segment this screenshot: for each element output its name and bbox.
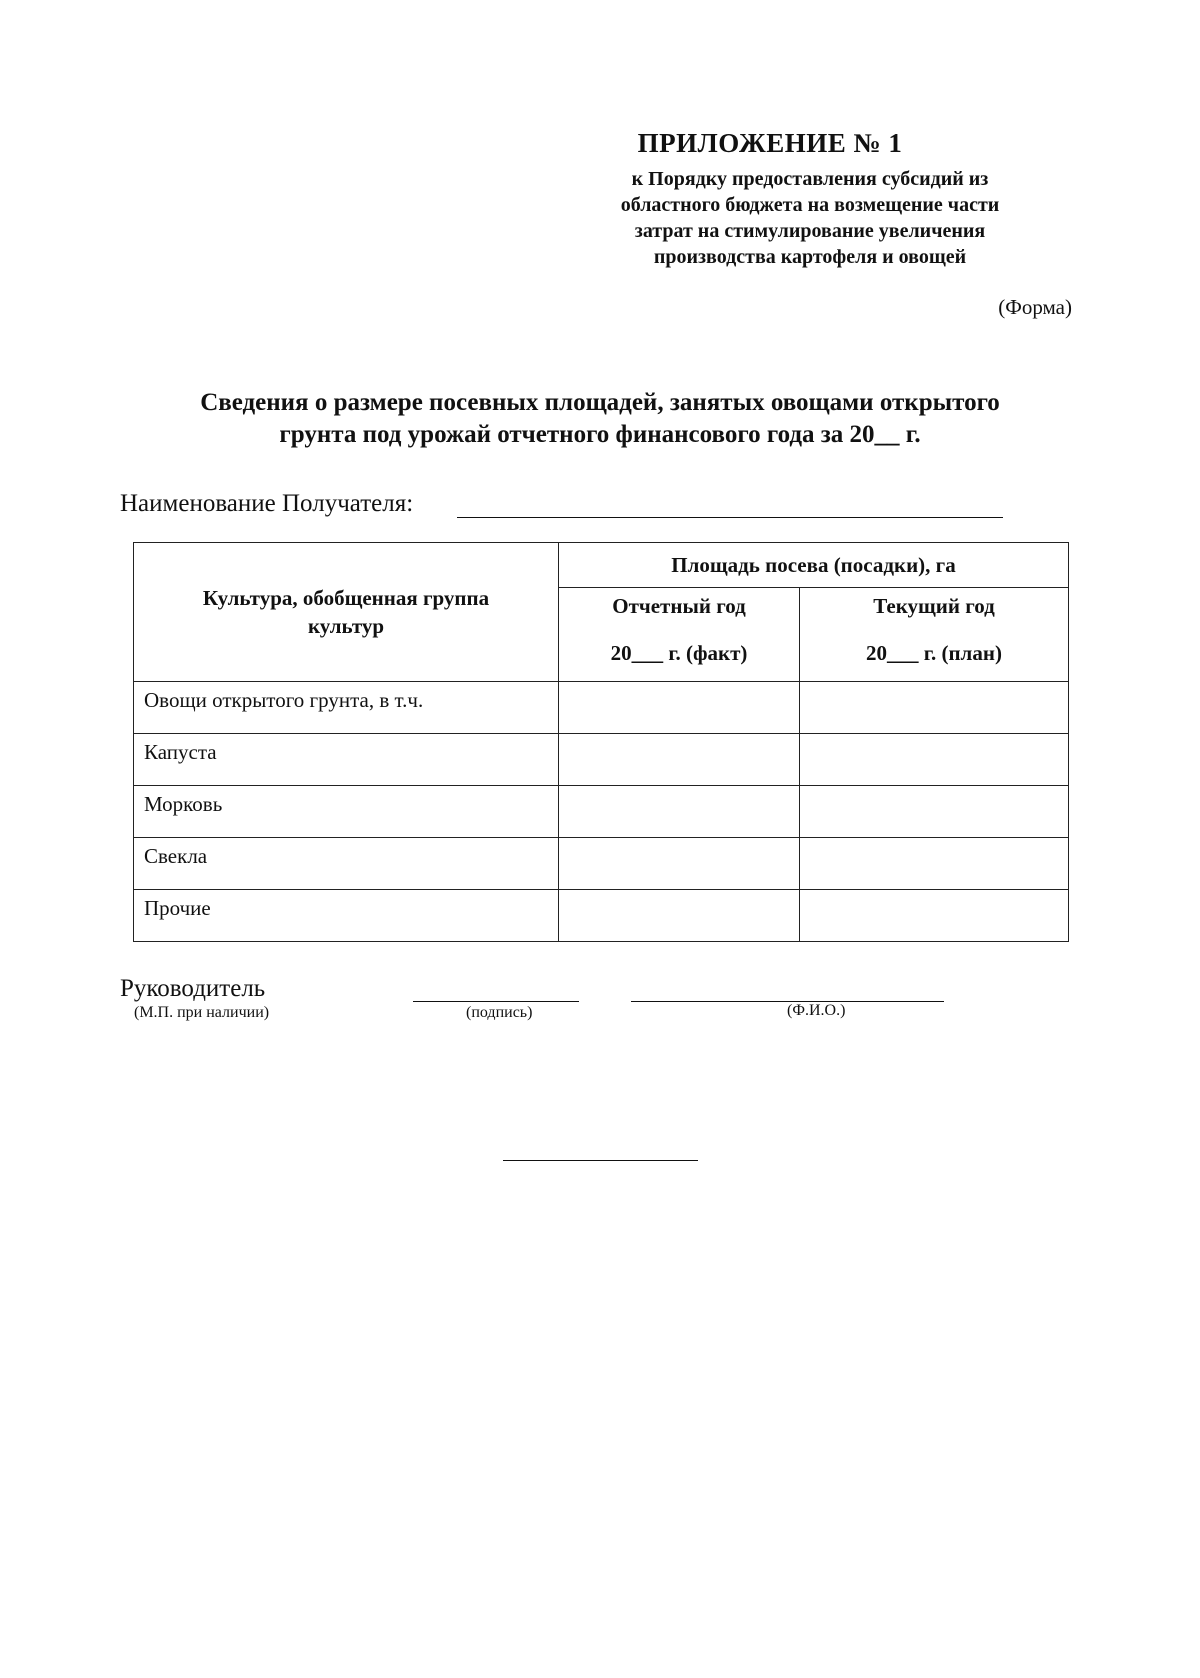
row-label: Морковь: [134, 786, 559, 838]
area-column-header: Площадь посева (посадки), га: [559, 543, 1069, 588]
reporting-year-cell[interactable]: [559, 682, 800, 734]
stamp-caption: (М.П. при наличии): [134, 1004, 270, 1021]
appendix-subtitle-line: производства картофеля и овощей: [653, 246, 967, 268]
reporting-year-value: 20___ г. (факт): [610, 641, 748, 666]
end-divider: [503, 1160, 698, 1161]
document-title: [100, 387, 1100, 451]
signature-head-label: Руководитель: [120, 975, 266, 1002]
reporting-year-label: Отчетный год: [612, 594, 746, 619]
current-year-value: 20___ г. (план): [866, 641, 1002, 666]
reporting-year-cell[interactable]: [559, 786, 800, 838]
current-year-cell[interactable]: [800, 682, 1069, 734]
appendix-subtitle: [560, 166, 1060, 270]
document-title-line: грунта под урожай отчетного финансового года за 20__ г.: [279, 421, 921, 448]
document-title-line: Сведения о размере посевных площадей, занятых овощами открытого: [200, 389, 1000, 416]
reporting-year-header: [559, 588, 800, 682]
current-year-header: [800, 588, 1069, 682]
appendix-subtitle-line: к Порядку предоставления субсидий из: [631, 168, 989, 190]
row-label: Прочие: [134, 890, 559, 942]
current-year-label: Текущий год: [873, 594, 995, 619]
appendix-subtitle-line: областного бюджета на возмещение части: [620, 194, 1000, 216]
reporting-year-cell[interactable]: [559, 734, 800, 786]
table-row: [134, 786, 1069, 838]
table-row: [134, 838, 1069, 890]
recipient-label: Наименование Получателя:: [120, 490, 414, 517]
form-label: (Форма): [998, 295, 1072, 319]
recipient-name-field[interactable]: [457, 517, 1003, 518]
current-year-cell[interactable]: [800, 838, 1069, 890]
reporting-year-cell[interactable]: [559, 890, 800, 942]
table-row: [134, 734, 1069, 786]
appendix-title: ПРИЛОЖЕНИЕ № 1: [637, 128, 903, 158]
row-label: Свекла: [134, 838, 559, 890]
signature-caption: (подпись): [466, 1004, 533, 1021]
reporting-year-cell[interactable]: [559, 838, 800, 890]
culture-header-line: Культура, обобщенная группа: [202, 586, 490, 610]
current-year-cell[interactable]: [800, 786, 1069, 838]
row-label: Овощи открытого грунта, в т.ч.: [134, 682, 559, 734]
current-year-cell[interactable]: [800, 734, 1069, 786]
table-row: [134, 682, 1069, 734]
full-name-caption: (Ф.И.О.): [787, 1002, 846, 1019]
table-row: [134, 890, 1069, 942]
culture-column-header: [134, 543, 559, 682]
row-label: Капуста: [134, 734, 559, 786]
signature-field[interactable]: [413, 1001, 579, 1002]
current-year-cell[interactable]: [800, 890, 1069, 942]
area-table: [133, 542, 1069, 942]
area-table-container: [133, 542, 1069, 942]
culture-header-line: культур: [307, 614, 385, 638]
appendix-subtitle-line: затрат на стимулирование увеличения: [634, 220, 986, 242]
